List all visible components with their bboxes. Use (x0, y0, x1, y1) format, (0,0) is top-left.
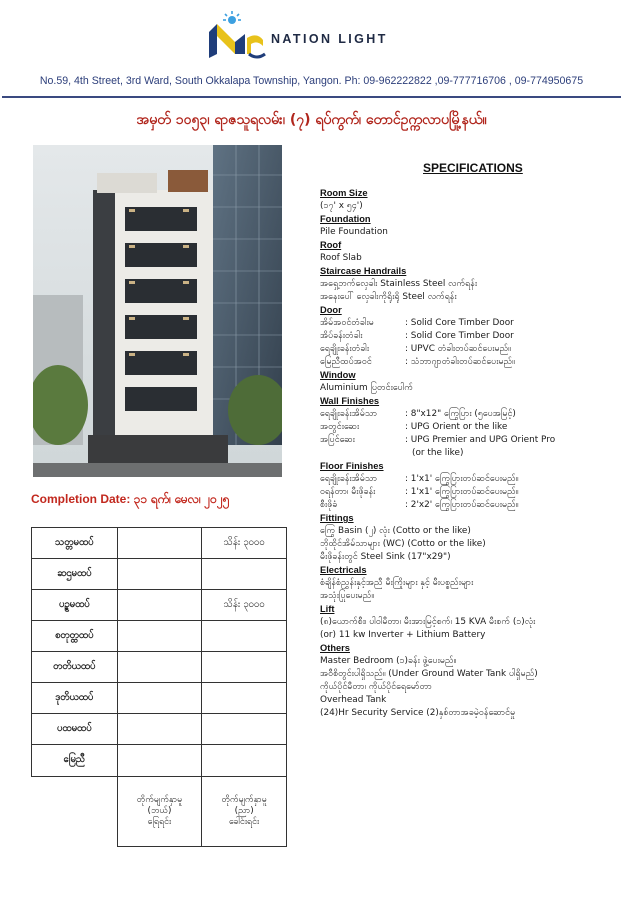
spec-heading-wall: Wall Finishes (320, 396, 380, 406)
spec-foundation-value: Pile Foundation (320, 227, 388, 237)
nation-light-logo-icon (205, 10, 269, 62)
spec-lift-line: (၈)ယောက်စီး၊ ပါဝါမီတာ၊ မီးအားမြင့်စက်၊ 15 KVA မီးစက် (၁)လုံး (320, 617, 536, 627)
spec-door-value: : UPVC တံခါးတပ်ဆင်ပေးမည်။ (405, 344, 511, 354)
spec-fittings-line: ဘိုထိုင်အိမ်သာများ (WC) (Cotto or the like) (320, 539, 486, 549)
facing-left-header (117, 776, 202, 847)
completion-date: Completion Date: ၃၁ ရက်၊ မေလ၊ ၂၀၂၅ (31, 492, 230, 506)
price-left (117, 621, 202, 652)
table-row (32, 683, 287, 714)
brand-name: NATION LIGHT (271, 32, 388, 46)
specifications-list (320, 187, 616, 720)
header-divider (2, 96, 621, 98)
floor-name: ဒုတိယထပ် (32, 683, 118, 714)
price-right: သိန်း ၃၀၀၀ (202, 528, 287, 559)
table-row (32, 652, 287, 683)
spec-wall-item (320, 421, 616, 434)
spec-floor-key: ဝရန်တာ၊ မီးဖိုခန်း (320, 487, 376, 497)
spec-heading-foundation: Foundation (320, 214, 371, 224)
spec-floor-value: : 1'x1' ကြွေပြားတပ်ဆင်ပေးမည်။ (405, 474, 519, 484)
price-left (117, 559, 202, 590)
table-row (32, 528, 287, 559)
spec-others-line: (24)Hr Security Service (2)နှစ်တာအခမဲ့ဝန်ဆောင်မှု (320, 708, 516, 718)
spec-door-item (320, 356, 616, 369)
empty-cell (32, 776, 118, 847)
spec-heading-others: Others (320, 643, 350, 653)
spec-wall-item (320, 434, 616, 447)
spec-heading-window: Window (320, 370, 356, 380)
floor-name: ဆဌမထပ် (32, 559, 118, 590)
price-left (117, 683, 202, 714)
price-right (202, 683, 287, 714)
spec-door-key: ရေချိုးခန်းတံခါး (320, 344, 370, 354)
spec-wall-value: : UPG Premier and UPG Orient Pro (405, 435, 556, 445)
spec-wall-extra: (or the like) (412, 448, 464, 458)
spec-heading-roof: Roof (320, 240, 342, 250)
spec-wall-key: အတွင်းဆေး (320, 422, 360, 432)
spec-wall-value: : 8"x12" ကြွေပြား (၅ပေအမြင့်) (405, 409, 516, 419)
spec-handrails-line: အရှေ့ဘက်လှေခါး Stainless Steel လက်ရန်း (320, 279, 478, 289)
price-right (202, 652, 287, 683)
spec-heading-fittings: Fittings (320, 513, 354, 523)
spec-handrails-line: အနေးပေါ် လှေခါးကိုရိုးရို Steel လက်ရန်း (320, 292, 457, 302)
spec-floor-value: : 1'x1' ကြွေပြားတပ်ဆင်ပေးမည်။ (405, 487, 519, 497)
spec-door-key: မြေညီထပ်အဝင် (320, 357, 372, 367)
price-right (202, 621, 287, 652)
facing-right-line: ခေါင်းရင်း (229, 816, 260, 827)
table-row (32, 745, 287, 776)
spec-others-line: Master Bedroom (၁)ခန်း ဖွဲ့ပေးမည်။ (320, 656, 457, 666)
spec-floor-item (320, 499, 616, 512)
spec-door-value: : Solid Core Timber Door (405, 331, 514, 341)
spec-electricals-line: အသုံးပြုပေးမည်။ (320, 591, 375, 601)
spec-others-line: အဝီစိတွင်းပါရှိသည်။ (Under Ground Water Tank ပါရှိမည်) (320, 669, 538, 679)
spec-door-value: : Solid Core Timber Door (405, 318, 514, 328)
spec-wall-key: အပြင်ဆေး (320, 435, 355, 445)
spec-floor-key: စီးဖိုခံ (320, 500, 338, 510)
price-right (202, 714, 287, 745)
price-left (117, 714, 202, 745)
price-left (117, 652, 202, 683)
spec-wall-value: : UPG Orient or the like (405, 422, 508, 432)
facing-right-header (202, 776, 287, 847)
spec-window-value: Aluminium ပြတင်းပေါက် (320, 383, 413, 393)
spec-door-item (320, 317, 616, 330)
spec-others-line: ကိုယ်ပိုင်မီတာ၊ ကိုယ်ပိုင်ရေမော်တာ (320, 682, 432, 692)
price-left (117, 528, 202, 559)
spec-room-size-value: (၁၇' x ၅၄') (320, 201, 363, 211)
spec-floor-value: : 2'x2' ကြွေပြားတပ်ဆင်ပေးမည်။ (405, 500, 519, 510)
floor-name: သတ္တမထပ် (32, 528, 118, 559)
spec-floor-key: ရေချိုးခန်းအိမ်သာ (320, 474, 378, 484)
facing-right-line: တိုက်မျက်နှာမူ (221, 794, 267, 805)
spec-door-key: အိမ်အဝင်တံခါးမ (320, 318, 374, 328)
spec-floor-item (320, 486, 616, 499)
spec-door-key: အိပ်ခန်းတံခါး (320, 331, 363, 341)
spec-electricals-line: စံချိန်စံညွှန်းနှင့်အညီ မီးကြိုးများ နှင့် မီးပစ္စည်းများ (320, 578, 474, 588)
floor-price-table (31, 527, 287, 847)
table-row (32, 714, 287, 745)
spec-fittings-line: ကြွေ Basin (၂) လုံး (Cotto or the like) (320, 526, 471, 536)
brand-logo (205, 10, 435, 62)
spec-wall-item (320, 408, 616, 421)
floor-name: တတိယထပ် (32, 652, 118, 683)
spec-roof-value: Roof Slab (320, 253, 362, 263)
spec-door-value: : သံဘာဂျာတံခါးတပ်ဆင်ပေးမည်။ (405, 357, 515, 367)
spec-floor-item (320, 473, 616, 486)
price-left (117, 590, 202, 621)
spec-lift-line: (or) 11 kw Inverter + Lithium Battery (320, 630, 486, 640)
spec-door-item (320, 343, 616, 356)
company-address: No.59, 4th Street, 3rd Ward, South Okkalapa Township, Yangon. Ph: 09-962222822 ,09-777716706 , 09-774950675 (39, 75, 584, 87)
spec-fittings-line: မီးဖိုခန်းတွင် Steel Sink (17"x29") (320, 552, 451, 562)
facing-left-line: (ဘယ်) (147, 805, 172, 816)
spec-heading-room-size: Room Size (320, 188, 368, 198)
spec-heading-electricals: Electricals (320, 565, 367, 575)
facing-left-line: တိုက်မျက်နှာမူ (136, 794, 183, 805)
building-photo (33, 145, 282, 477)
floor-name: မြေညီ (32, 745, 118, 776)
price-left (117, 745, 202, 776)
spec-others-line: Overhead Tank (320, 695, 387, 705)
table-row (32, 590, 287, 621)
facing-right-line: (ညာ) (234, 805, 254, 816)
spec-heading-handrails: Staircase Handrails (320, 266, 407, 276)
table-row (32, 621, 287, 652)
spec-heading-floor: Floor Finishes (320, 461, 384, 471)
spec-heading-door: Door (320, 305, 342, 315)
facing-left-line: ရြေရင်း (147, 816, 172, 827)
price-right (202, 745, 287, 776)
table-footer-row (32, 776, 287, 847)
floor-name: ပထမထပ် (32, 714, 118, 745)
floor-name: စတုတ္ထထပ် (32, 621, 118, 652)
spec-door-item (320, 330, 616, 343)
price-right (202, 559, 287, 590)
floor-name: ပဥ္စမထပ် (32, 590, 118, 621)
price-right: သိန်း ၃၀၀၀ (202, 590, 287, 621)
property-address-heading: အမှတ် ၁၀၅၃၊ ရာဇသူရလမ်း၊ (၇) ရပ်ကွက်၊ တောင်ဥက္ကလာပမြို့နယ်။ (136, 112, 487, 128)
table-row (32, 559, 287, 590)
spec-heading-lift: Lift (320, 604, 335, 614)
specifications-title: SPECIFICATIONS (423, 161, 523, 175)
spec-wall-key: ရေချိုးခန်းအိမ်သာ (320, 409, 378, 419)
